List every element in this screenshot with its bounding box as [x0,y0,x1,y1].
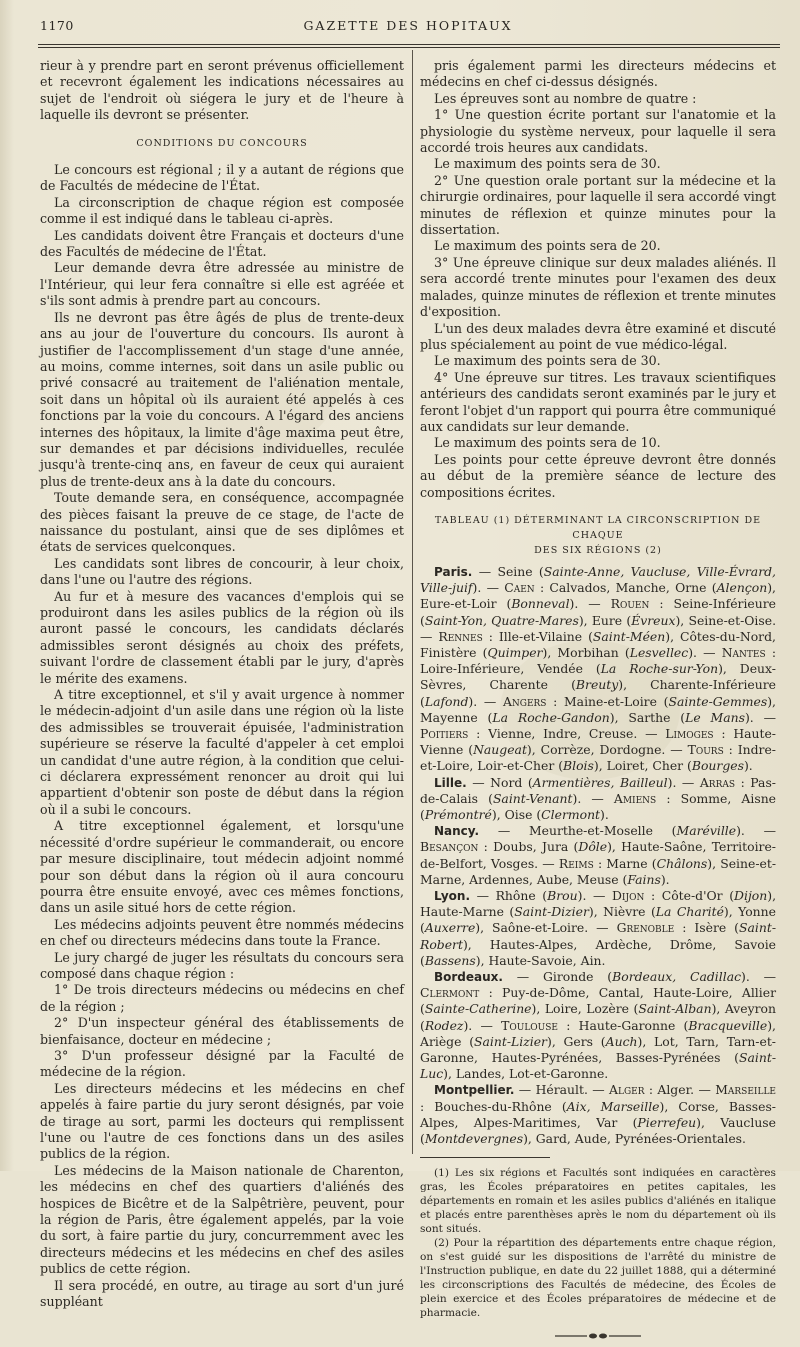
department-text: ), Landes, Lot-et-Garonne. [443,1066,609,1082]
department-text: — Gironde ( [502,969,613,985]
department-text: ). [743,758,753,774]
asile-name: Montdevergnes [424,1131,524,1147]
school-name: Amiens [613,790,657,806]
school-name: Poitiers [420,726,469,741]
body-paragraph: Le maximum des points sera de 30. [434,353,661,369]
asile-name: Saint-Lizier [474,1033,547,1049]
department-text: : Loire-Inférieure, Vendée ( [420,644,776,677]
region-entry [420,969,776,1082]
department-text: ), Saône-et-Loire. — [475,920,617,936]
region-entry [420,1082,776,1147]
department-text: ). — [741,969,776,985]
body-paragraph: Le maximum des points sera de 20. [434,238,661,254]
page-header [38,16,778,38]
asile-name: Saint-Venant [492,790,573,806]
body-paragraph: Les candidats sont libres de concourir, à leur choix, dans l'une ou l'autre des régions. [40,555,404,588]
asile-name: La Roche-sur-Yon [600,661,719,677]
asile-name: Blois [563,758,594,774]
asile-name: Bracqueville [688,1017,768,1033]
table-heading [420,513,776,558]
body-paragraph: 4° Une épreuve sur titres. Les travaux scientifiques antérieurs des candidats seront examinés par le jury et feront l'objet d'un rapport qui pourra être communiqué aux candidats sur leur demande. [420,369,776,434]
asile-name: Évreux [631,612,676,628]
department-text: ), Côtes-du-Nord, Finistère ( [420,628,776,660]
asile-name: La Roche-Gandon [492,709,610,725]
department-text: ), Eure-et-Loir ( [420,580,776,612]
department-text: : Doubs, Jura ( [478,839,579,855]
body-paragraph: Au fur et à mesure des vacances d'emplois qui se produiront dans les asiles publics de la région où ils auront passé le concours, les candidats déclarés admissibles seront désignés au choix des préfets, suivant l'ordre de classement établi par le jury, d'après le mérite des examens. [40,588,404,686]
department-text: ). — [577,888,612,904]
region-name: Lyon. [434,889,470,904]
department-text: ), Hautes-Alpes, Ardèche, Drôme, Savoie ( [420,936,776,968]
asile-name: Saint-Alban [638,1001,712,1017]
department-text: ). — [468,693,503,709]
department-text: ). — [569,596,611,612]
asile-name: Aix, Marseille [566,1098,660,1114]
body-paragraph: A titre exceptionnel également, et lorsqu'une nécessité d'ordre supérieur le commanderait, ou encore par mesure disciplinaire, tout médecin adjoint nommé pour son début dans la région où il aura concouru pourra être ensuite envoyé, avec ces mêmes fonctions, dans un asile situé hors de cette région. [40,818,404,916]
body-paragraph: Le maximum des points sera de 30. [434,156,661,172]
department-text: ), Corrèze, Dordogne. — [526,742,688,758]
department-text: ), Ariège ( [420,1017,776,1049]
asile-name: Naugeat [473,742,527,758]
asile-name: Fains [627,871,661,887]
asile-name: Rodez [424,1017,464,1033]
department-text: — Seine ( [472,563,544,579]
department-text: : Pas-de-Calais ( [420,774,776,806]
right-column [420,58,776,1347]
body-paragraph: Ils ne devront pas être âgés de plus de trente-deux ans au jour de l'ouverture du concours. Ils auront à justifier de l'accomplissement d'un stage d'une année, au moins, comme internes, soit dans un asile public ou privé consacré au traitement de l'aliénation mentale, soit dans un hôpital où ils auraient été appelés à ces fonctions par la voie du concours. A l'égard des anciens internes des hôpitaux, la limite d'âge maxima peut être, sur demandes et par décisions individuelles, reculée jusqu'à trente-cinq ans, en faveur de ceux qui auraient plus de trente-deux ans à la date du concours. [40,309,404,489]
region-entry [420,775,776,824]
department-text: ), Seine-et-Oise. — [420,612,777,644]
right-paragraphs [420,58,776,501]
body-paragraph: Les épreuves sont au nombre de quatre : [434,90,697,106]
asile-name: Lafond [424,693,469,709]
department-text: ). — [472,580,505,596]
department-text: : Ille-et-Vilaine ( [482,628,593,644]
school-name: Besançon [420,839,479,855]
column-divider [412,50,413,1154]
asile-name: Châlons [656,855,708,871]
end-ornament [420,1330,776,1346]
region-name: Bordeaux. [434,970,503,985]
asile-name: La Charité [655,904,724,920]
body-paragraph: 1° De trois directeurs médecins ou médecins en chef de la région ; [40,982,404,1014]
asile-name: Quimper [487,644,543,660]
table-heading-line-2: DES SIX RÉGIONS (2) [534,544,662,556]
region-name: Montpellier. [434,1083,515,1098]
asile-name: Prémontré [424,807,492,823]
department-text: ), Eure ( [578,612,632,628]
region-name: Paris. [434,564,473,579]
school-name: Alger [609,1082,645,1098]
school-name: Tours [687,742,724,758]
school-name: Limoges [665,726,714,741]
department-text: : Somme, Aisne ( [420,790,777,823]
asile-name: Le Mans [685,709,745,725]
asile-name: Saint-Méen [592,628,666,644]
department-text: ), Sarthe ( [609,709,686,725]
department-text: ), Seine-et-Marne, Ardennes, Aube, Meuse ( [420,855,777,887]
region-entry [420,564,776,775]
asile-name: Breuty [575,677,619,693]
asile-name: Bourges [691,758,744,774]
department-text: ), Gard, Aude, Pyrénées-Orientales. [523,1131,746,1147]
department-text: : Marne ( [593,855,657,871]
body-paragraph: pris également parmi les directeurs médecins et médecins en chef ci-dessus désignés. [420,58,776,90]
body-paragraph: Toute demande sera, en conséquence, accompagnée des pièces faisant la preuve de ce stage, de l'acte de naissance du postulant, ainsi que de ses diplômes et états de services quelconques. [40,490,404,555]
department-text: ), Haute-Savoie, Ain. [475,952,606,968]
asile-name: Saint-Robert [420,920,776,952]
asile-name: Sainte-Catherine [424,1001,532,1017]
left-paragraphs [40,162,404,1310]
region-name: Lille. [434,775,467,790]
footnote: (1) Les six régions et Facultés sont indiquées en caractères gras, les Écoles préparatoires en petites capitales, les départements en romain et les asiles publics d'aliénés en italique et placés entre parenthèses après le nom du département où ils sont situés. [420,1167,776,1236]
department-text: ). — [572,790,614,806]
body-paragraph: 3° Une épreuve clinique sur deux malades aliénés. Il sera accordé trente minutes pour l'examen des deux malades, quinze minutes de réflexion et trente minutes d'exposition. [420,254,776,320]
department-text: ), Corse, Basses-Alpes, Alpes-Maritimes, Var ( [420,1098,776,1130]
department-text: ), Loire, Lozère ( [531,1001,639,1017]
school-name: Marseille [715,1082,776,1098]
department-text: ). — [667,774,700,790]
body-paragraph: Les candidats doivent être Français et docteurs d'une des Facultés de médecine de l'État. [40,227,404,260]
department-text: : Côte-d'Or ( [644,888,735,904]
header-rule [38,44,780,48]
department-text: — Nord ( [466,774,533,790]
school-name: Rennes [438,628,483,644]
table-heading-line-1: TABLEAU (1) DÉTERMINANT LA CIRCONSCRIPTION DE CHAQUE [434,514,762,541]
asile-name: Dôle [578,839,608,855]
asile-name: Maréville [676,823,737,839]
school-name: Grenoble [616,920,675,936]
school-name: Toulouse [501,1017,558,1033]
asile-name: Bordeaux, Cadillac [612,969,742,985]
department-text: — Rhône ( [470,888,548,904]
ornament-flourish-icon [553,1332,643,1340]
body-paragraph: A titre exceptionnel, et s'il y avait urgence à nommer le médecin-adjoint d'un asile dans une région où la liste des admissibles se trouverait épuisée, l'administration supérieure se réserve la faculté d'appeler à cet emploi un candidat d'une autre région, à la condition que celui-ci déclarera expressément renoncer au droit qui lui appartient d'obtenir son poste de début dans la région où il a subi le concours. [40,687,404,817]
school-name: Nantes [721,644,766,660]
body-paragraph: 3° D'un professeur désigné par la Faculté de médecine de la région. [40,1047,404,1080]
asile-name: Bonneval [511,596,570,612]
department-text: ). — [463,1017,502,1033]
asile-name: Saint-Yon, Quatre-Mares [424,612,579,628]
body-paragraph: Les médecins adjoints peuvent être nommés médecins en chef ou directeurs médecins dans toute la France. [40,916,404,949]
left-column [40,58,404,1310]
school-name: Rouen [610,596,650,612]
asile-name: Pierrefeu [637,1114,697,1130]
region-name: Nancy. [434,824,480,839]
footnotes [420,1166,776,1320]
asile-name: Sainte-Anne, Vaucluse, Ville-Évrard, Ville-juif [420,563,776,596]
department-text: ). [660,871,670,887]
department-text: ), Yonne ( [420,904,776,936]
department-text: : Haute-Garonne ( [558,1017,689,1033]
journal-title: GAZETTE DES HOPITAUX [303,18,513,33]
body-paragraph: Le concours est régional ; il y a autant de régions que de Facultés de médecine de l'État. [40,162,404,194]
department-text: ), Gers ( [546,1033,606,1049]
department-text: ). — [744,709,776,725]
section-heading: CONDITIONS DU CONCOURS [136,137,308,149]
department-text: ), Mayenne ( [420,693,776,725]
department-text: : Indre-et-Loire, Loir-et-Cher ( [420,742,776,774]
body-paragraph: Le maximum des points sera de 10. [434,435,661,451]
body-paragraph: Leur demande devra être adressée au ministre de l'Intérieur, qui leur fera connaître si elle est agréée et s'ils sont admis à prendre part au concours. [40,260,404,309]
department-text: : Puy-de-Dôme, Cantal, Haute-Loire, Allier ( [420,985,776,1017]
department-text: ). — [688,644,722,660]
department-text: : Seine-Inférieure ( [420,596,776,628]
asile-name: Bassens [424,952,476,968]
asile-name: Sainte-Gemmes [668,693,768,709]
department-text: ), Charente-Inférieure ( [420,677,777,709]
body-paragraph: Les médecins de la Maison nationale de Charenton, les médecins en chef des quartiers d'aliénés des hospices de Bicêtre et de la Salpêtrière, peuvent, pour la région de Paris, être également appelés, par la voie du sort, à faire partie du jury, concurremment avec les directeurs médecins et les médecins en chef des asiles publics de cette région. [40,1162,404,1277]
body-paragraph: 1° Une question écrite portant sur l'anatomie et la physiologie du système nerveux, pour laquelle il sera accordé trois heures aux candidats. [420,107,776,156]
department-text: ), Haute-Marne ( [420,888,777,920]
department-text: ), Aveyron ( [420,1001,776,1033]
footnote: (2) Pour la répartition des départements entre chaque région, on s'est guidé sur les dispositions de l'arrêté du ministre de l'Instruction publique, en date du 22 juillet 1888, qui a déterminé les circonscriptions des Facultés de médecine, des Écoles de plein exercice et des Écoles préparatoires de médecine et de pharmacie. [420,1237,776,1320]
asile-name: Auxerre [424,920,476,936]
body-paragraph: 2° Une question orale portant sur la médecine et la chirurgie ordinaires, pour laquelle il sera accordé vingt minutes de réflexion et quinze minutes pour la dissertation. [420,172,776,238]
department-text: ), Deux-Sèvres, Charente ( [420,661,776,693]
department-text: ), Haute-Saône, Territoire-de-Belfort, Vosges. — [420,839,776,871]
body-paragraph: L'un des deux malades devra être examiné et discuté plus spécialement au point de vue médico-légal. [420,320,776,352]
region-entry [420,823,776,888]
intro-paragraph: rieur à y prendre part en seront prévenus officiellement et recevront également les indications nécessaires au sujet de l'endroit où siégera le jury et de l'heure à laquelle ils devront se présenter. [40,58,404,123]
department-text: — Meurthe-et-Moselle ( [479,823,677,839]
page-number: 1170 [40,18,74,33]
school-name: Reims [558,855,594,871]
department-text: : Alger. — [644,1082,716,1098]
asile-name: Saint-Dizier [514,904,589,920]
region-entry [420,888,776,969]
department-text: ), Oise ( [491,807,542,823]
asile-name: Brou [547,888,578,904]
school-name: Caen [504,580,535,596]
asile-name: Saint-Luc [420,1050,776,1082]
footnote-rule [420,1157,550,1158]
asile-name: Alençon [716,580,768,596]
asile-name: Armentières, Bailleul [532,774,668,790]
body-paragraph: Le jury chargé de juger les résultats du concours sera composé dans chaque région : [40,949,404,981]
department-text: ), Morbihan ( [542,644,630,660]
body-paragraph: 2° D'un inspecteur général des établissements de bienfaisance, docteur en médecine ; [40,1015,404,1047]
school-name: Angers [502,693,547,709]
department-text: ). — [736,823,776,839]
department-text: ), Loiret, Cher ( [593,758,692,774]
department-text: : Calvados, Manche, Orne ( [534,580,717,596]
asile-name: Auch [605,1033,638,1049]
school-name: Dijon [612,888,645,904]
asile-name: Dijon [734,888,768,904]
body-paragraph: La circonscription de chaque région est composée comme il est indiqué dans le tableau ci-après. [40,194,404,227]
body-paragraph: Il sera procédé, en outre, au tirage au sort d'un juré suppléant [40,1277,404,1310]
school-name: Clermont [420,985,480,1001]
body-paragraph: Les points pour cette épreuve devront être donnés au début de la première séance de lecture des compositions écrites. [420,451,776,500]
department-text: ), Lot, Tarn, Tarn-et-Garonne, Hautes-Pyrénées, Basses-Pyrénées ( [420,1033,776,1066]
department-text: : Maine-et-Loire ( [546,693,669,709]
department-text: ), Vaucluse ( [420,1114,776,1147]
department-text: : Haute-Vienne ( [420,726,776,758]
department-text: ). [600,807,609,823]
department-text: — Hérault. — [514,1082,610,1098]
department-text: : Vienne, Indre, Creuse. — [468,726,666,741]
department-text: ), Nièvre ( [588,904,656,920]
asile-name: Lesvellec [629,644,689,660]
department-text: : Bouches-du-Rhône ( [420,1098,567,1114]
department-text: : Isère ( [674,920,740,936]
school-name: Arras [699,774,736,790]
asile-name: Clermont [541,807,601,823]
body-paragraph: Les directeurs médecins et les médecins en chef appelés à faire partie du jury seront désignés, par voie de tirage au sort, parmi les docteurs qui remplissent l'une ou l'autre de ces fonctions dans un des asiles publics de la région. [40,1080,404,1162]
regions-table [420,564,776,1147]
